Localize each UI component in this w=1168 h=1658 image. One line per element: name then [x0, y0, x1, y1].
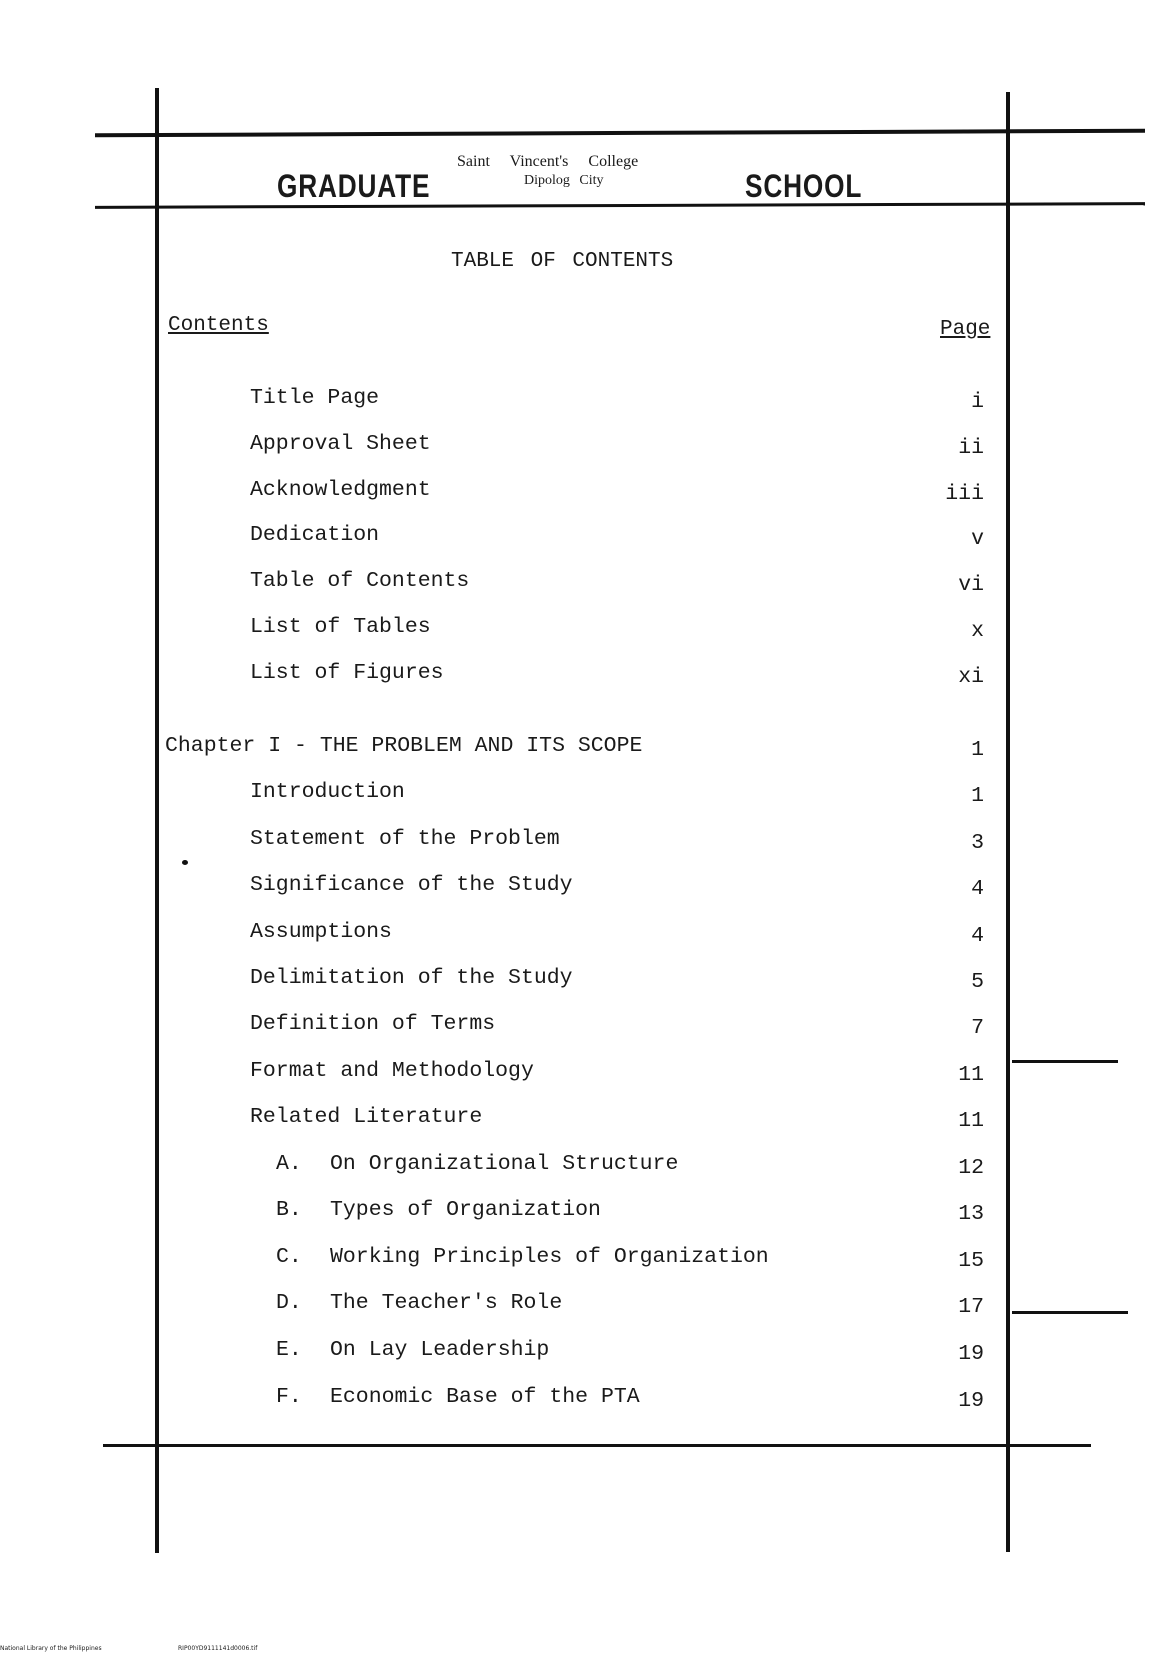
toc-entry-title: Acknowledgment: [250, 478, 431, 502]
toc-entry-title: Significance of the Study: [250, 873, 573, 897]
left-margin-rule: [155, 88, 159, 1553]
toc-entry-title: Types of Organization: [330, 1198, 601, 1222]
page-title: TABLE OF CONTENTS: [451, 250, 674, 273]
toc-entry-title: Definition of Terms: [250, 1012, 496, 1036]
bottom-rule: [103, 1444, 1091, 1447]
toc-entry-title: List of Tables: [250, 615, 431, 639]
toc-entry-title: Statement of the Problem: [250, 827, 560, 851]
toc-entry-page: 1: [971, 738, 984, 762]
toc-entry: [0, 1012, 1168, 1042]
toc-entry: [0, 661, 1168, 691]
toc-subentry: [0, 1291, 1168, 1321]
toc-entry-letter: A.: [276, 1152, 302, 1176]
toc-entry-page: 1: [971, 784, 984, 808]
toc-entry-page: 15: [958, 1249, 984, 1273]
toc-entry: [0, 920, 1168, 950]
toc-subentry: [0, 1152, 1168, 1182]
toc-entry: [0, 873, 1168, 903]
toc-subentry: [0, 1338, 1168, 1368]
toc-entry: [0, 1059, 1168, 1089]
page-column-header: Page: [940, 318, 991, 341]
toc-entry: [0, 966, 1168, 996]
toc-entry-title: Title Page: [250, 386, 380, 410]
toc-entry-title: List of Figures: [250, 661, 444, 685]
toc-entry-title: Assumptions: [250, 920, 392, 944]
toc-entry-page: 4: [971, 924, 984, 948]
toc-entry-page: 17: [958, 1295, 984, 1319]
scan-footer-filename: RIP00YD9111141d0006.tif: [178, 1645, 258, 1652]
toc-subentry: [0, 1198, 1168, 1228]
toc-entry-title: Introduction: [250, 780, 405, 804]
letterhead-school: SCHOOL: [745, 168, 863, 204]
toc-entry-title: The Teacher's Role: [330, 1291, 563, 1315]
toc-subentry: [0, 1385, 1168, 1415]
toc-entry-title: Chapter I - THE PROBLEM AND ITS SCOPE: [165, 734, 643, 758]
toc-entry-page: 11: [958, 1063, 984, 1087]
toc-entry-title: Economic Base of the PTA: [330, 1385, 640, 1409]
toc-entry-letter: D.: [276, 1291, 302, 1315]
toc-entry: [0, 523, 1168, 553]
toc-entry: [0, 386, 1168, 416]
letterhead-city: Dipolog City: [524, 173, 604, 188]
toc-entry-title: Related Literature: [250, 1105, 483, 1129]
toc-entry-page: 13: [958, 1202, 984, 1226]
toc-entry: [0, 432, 1168, 462]
toc-entry-title: Format and Methodology: [250, 1059, 534, 1083]
toc-entry: [0, 569, 1168, 599]
toc-entry-page: i: [971, 390, 984, 414]
toc-entry-page: 19: [958, 1389, 984, 1413]
toc-entry-title: Table of Contents: [250, 569, 470, 593]
toc-entry: [0, 827, 1168, 857]
toc-entry-page: 11: [958, 1109, 984, 1133]
toc-entry-page: 7: [971, 1016, 984, 1040]
scan-footer-library: National Library of the Philippines: [0, 1645, 102, 1652]
letterhead-college: Saint Vincent's College: [457, 153, 639, 170]
toc-entry-page: v: [971, 527, 984, 551]
toc-entry-page: 4: [971, 877, 984, 901]
toc-entry-letter: F.: [276, 1385, 302, 1409]
toc-chapter-heading: [0, 734, 1168, 764]
right-margin-rule: [1006, 92, 1010, 1552]
toc-entry: [0, 1105, 1168, 1135]
toc-entry-page: 12: [958, 1156, 984, 1180]
ink-speck: [182, 860, 188, 865]
toc-entry-page: vi: [958, 573, 984, 597]
toc-entry-title: Delimitation of the Study: [250, 966, 573, 990]
toc-entry-title: Dedication: [250, 523, 380, 547]
contents-column-header: Contents: [168, 314, 269, 337]
toc-entry-letter: E.: [276, 1338, 302, 1362]
toc-entry: [0, 615, 1168, 645]
top-header-rule: [95, 129, 1145, 138]
toc-entry-title: Working Principles of Organization: [330, 1245, 769, 1269]
toc-entry-title: Approval Sheet: [250, 432, 431, 456]
toc-entry-page: 19: [958, 1342, 984, 1366]
toc-entry-letter: C.: [276, 1245, 302, 1269]
toc-subentry: [0, 1245, 1168, 1275]
toc-entry: [0, 478, 1168, 508]
toc-entry-page: 5: [971, 970, 984, 994]
toc-entry-page: xi: [958, 665, 984, 689]
toc-entry: [0, 780, 1168, 810]
toc-entry-page: ii: [958, 436, 984, 460]
toc-entry-letter: B.: [276, 1198, 302, 1222]
toc-entry-page: iii: [945, 482, 984, 506]
letterhead-graduate: GRADUATE: [277, 168, 431, 204]
toc-entry-title: On Lay Leadership: [330, 1338, 550, 1362]
header-bottom-rule: [95, 202, 1145, 209]
toc-entry-title: On Organizational Structure: [330, 1152, 679, 1176]
toc-entry-page: 3: [971, 831, 984, 855]
toc-entry-page: x: [971, 619, 984, 643]
